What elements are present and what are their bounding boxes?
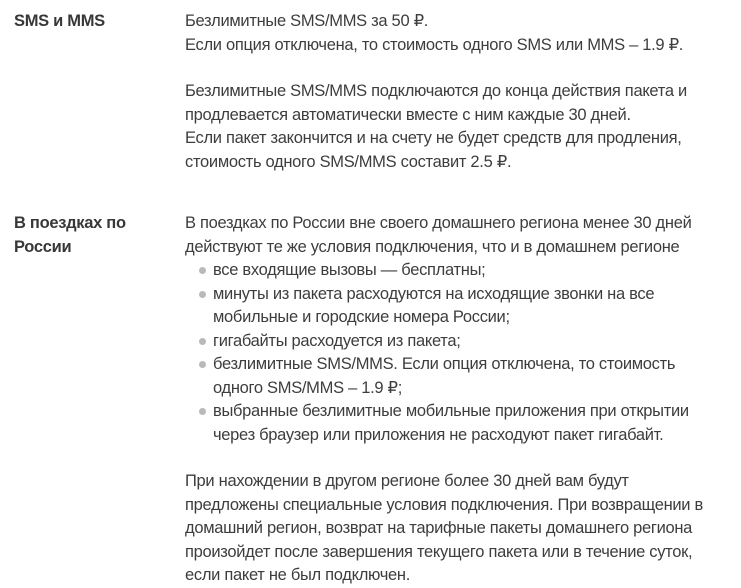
list-item-text: минуты из пакета расходуются на исходящие звонки на все мобильные и городские номера России;: [213, 284, 655, 326]
bullet-icon: [199, 361, 206, 368]
bullet-icon: [199, 267, 206, 274]
list-item-text: выбранные безлимитные мобильные приложения при открытии через браузер или приложения не расходуют пакет гигабайт.: [213, 402, 689, 444]
section-content: [185, 10, 725, 174]
paragraph-line: Безлимитные SMS/MMS подключаются до конца действия пакета и продлевается автоматически вместе с ним каждые 30 дней.: [185, 82, 687, 124]
paragraph: [185, 212, 725, 259]
list-item-text: безлимитные SMS/MMS. Если опция отключена, то стоимость одного SMS/MMS – 1.9 ₽;: [213, 355, 676, 397]
paragraph-line: Если опция отключена, то стоимость одного SMS или MMS – 1.9 ₽.: [185, 35, 684, 54]
list-item: [185, 400, 725, 447]
list-item: [185, 330, 725, 354]
list-item: [185, 283, 725, 330]
section-label: В поездках по России: [14, 214, 126, 256]
list-item: [185, 259, 725, 283]
section-content: [185, 212, 725, 588]
bullet-icon: [199, 338, 206, 345]
list-item-text: гигабайты расходуется из пакета;: [213, 331, 461, 350]
bullet-icon: [199, 291, 206, 298]
paragraph-line: Если пакет закончится и на счету не будет средств для продления, стоимость одного SMS/MMS составит 2.5 ₽.: [185, 129, 682, 171]
bullet-icon: [199, 408, 206, 415]
tariff-section: [14, 212, 725, 588]
paragraph-line: В поездках по России вне своего домашнего региона менее 30 дней действуют те же условия подключения, что и в домашнем регионе: [185, 214, 692, 256]
paragraph-line: Безлимитные SMS/MMS за 50 ₽.: [185, 12, 429, 30]
tariff-section: [14, 10, 725, 174]
tariff-sections: [14, 10, 725, 588]
paragraph: [185, 10, 725, 57]
paragraph: [185, 470, 725, 588]
list-item: [185, 353, 725, 400]
list-item-text: все входящие вызовы — бесплатны;: [213, 261, 486, 279]
paragraph-line: При нахождении в другом регионе более 30 дней вам будут предложены специальные условия подключения. При возвращении в домашний регион, возврат на тарифные пакеты домашнего региона произойдет после завершения текущего пакета или в течение суток, если пакет не был подключен.: [185, 472, 703, 584]
bullet-list: [185, 259, 725, 447]
section-label: SMS и MMS: [14, 12, 105, 30]
paragraph: [185, 80, 725, 174]
